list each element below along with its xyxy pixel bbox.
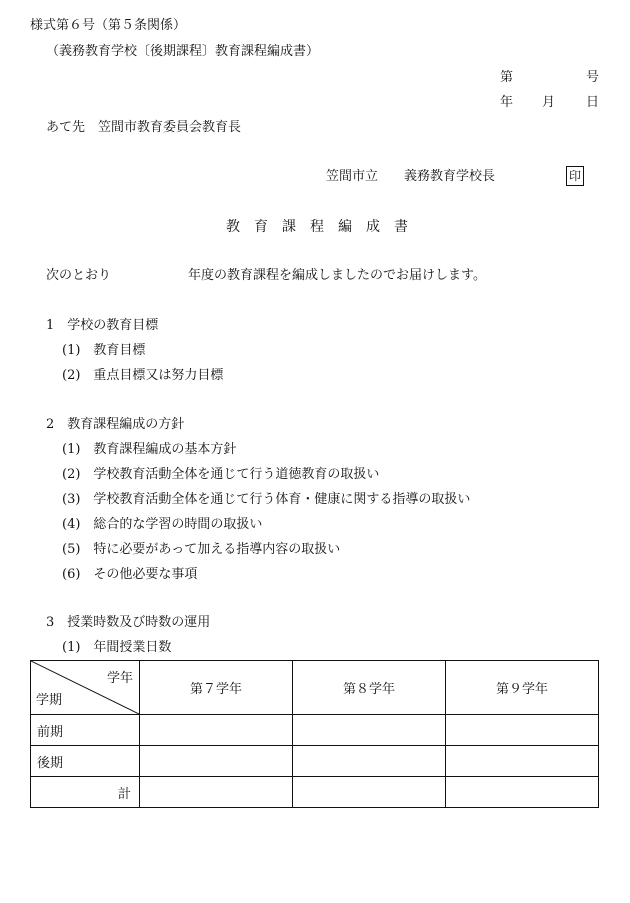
table-cell[interactable] xyxy=(446,746,599,777)
section-1-item: (1) 教育目標 xyxy=(62,343,146,358)
table-column-header: 第７学年 xyxy=(140,661,293,715)
table-row-label: 前期 xyxy=(31,715,140,746)
table-column-header: 第９学年 xyxy=(446,661,599,715)
section-1-item: (2) 重点目標又は努力目標 xyxy=(62,368,224,383)
table-cell[interactable] xyxy=(140,777,293,808)
section-1-heading: 1 学校の教育目標 xyxy=(46,318,159,333)
section-2-item: (4) 総合的な学習の時間の取扱い xyxy=(62,517,263,532)
section-3-item: (1) 年間授業日数 xyxy=(62,640,172,655)
section-2-item: (2) 学校教育活動全体を通じて行う道徳教育の取扱い xyxy=(62,467,380,482)
table-row xyxy=(31,746,599,777)
seal-mark: 印 xyxy=(566,166,584,186)
intro-prefix: 次のとおり xyxy=(46,268,112,283)
table-column-header: 第８学年 xyxy=(293,661,446,715)
corner-term-label: 学期 xyxy=(36,693,63,708)
table-cell[interactable] xyxy=(140,715,293,746)
sender-label: 笠間市立 義務教育学校長 xyxy=(326,169,496,184)
doc-number-dai: 第 xyxy=(500,70,514,85)
section-2-heading: 2 教育課程編成の方針 xyxy=(46,417,185,432)
section-2-item: (3) 学校教育活動全体を通じて行う体育・健康に関する指導の取扱い xyxy=(62,492,471,507)
table-corner-cell xyxy=(31,661,140,715)
intro-suffix: 年度の教育課程を編成しましたのでお届けします。 xyxy=(188,268,486,283)
addressee: あて先 笠間市教育委員会教育長 xyxy=(46,120,242,135)
table-cell[interactable] xyxy=(293,715,446,746)
section-2-item: (1) 教育課程編成の基本方針 xyxy=(62,442,237,457)
table-cell[interactable] xyxy=(293,777,446,808)
table-row-label: 後期 xyxy=(31,746,140,777)
document-title: 教 育 課 程 編 成 書 xyxy=(226,219,408,235)
doc-number-go: 号 xyxy=(586,70,600,85)
form-number-label: 様式第６号（第５条関係） xyxy=(30,18,187,33)
form-subtitle: （義務教育学校〔後期課程〕教育課程編成書） xyxy=(46,44,320,59)
school-days-table xyxy=(30,660,599,808)
table-row xyxy=(31,777,599,808)
table-cell[interactable] xyxy=(140,746,293,777)
table-total-label: 計 xyxy=(31,777,140,808)
section-2-item: (6) その他必要な事項 xyxy=(62,567,198,582)
date-year: 年 xyxy=(500,95,514,110)
date-month: 月 xyxy=(542,95,556,110)
date-day: 日 xyxy=(586,95,600,110)
section-3-heading: 3 授業時数及び時数の運用 xyxy=(46,615,211,630)
section-2-item: (5) 特に必要があって加える指導内容の取扱い xyxy=(62,542,341,557)
corner-grade-label: 学年 xyxy=(106,671,133,686)
table-row xyxy=(31,715,599,746)
table-cell[interactable] xyxy=(446,715,599,746)
table-cell[interactable] xyxy=(446,777,599,808)
table-cell[interactable] xyxy=(293,746,446,777)
table-header-row xyxy=(31,661,599,715)
